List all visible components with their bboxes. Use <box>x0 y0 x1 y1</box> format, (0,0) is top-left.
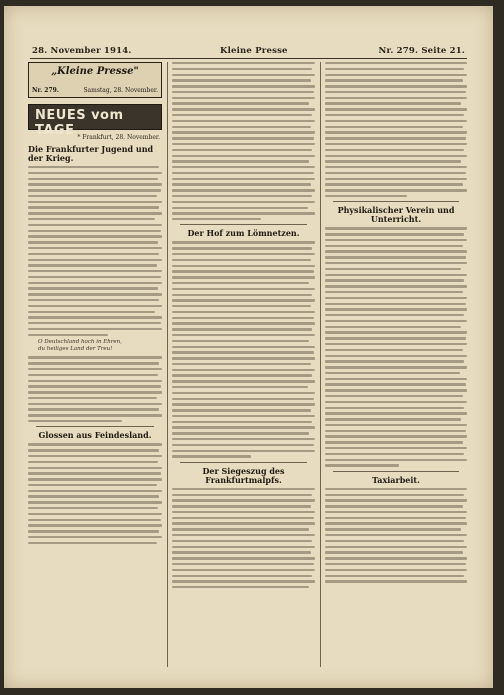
text-line <box>28 189 161 191</box>
text-line <box>325 102 461 104</box>
text-line <box>172 563 314 565</box>
text-line <box>172 415 315 417</box>
text-line <box>325 268 461 270</box>
text-line <box>172 357 315 359</box>
text-line <box>172 551 311 553</box>
text-line <box>325 580 467 582</box>
text-line <box>172 575 312 577</box>
text-line <box>172 79 311 81</box>
text-line <box>325 172 466 174</box>
text-line <box>325 62 467 64</box>
text-line <box>325 528 461 530</box>
header-date: 28. November 1914. <box>32 46 132 56</box>
text-line <box>325 459 467 461</box>
article-body-tax-work <box>325 488 467 583</box>
text-line <box>28 536 162 538</box>
article-body-court <box>172 241 315 457</box>
text-line <box>172 102 309 104</box>
text-line <box>172 409 311 411</box>
text-line <box>28 362 159 364</box>
text-line <box>28 322 161 324</box>
text-line <box>172 511 315 513</box>
text-line <box>28 206 159 208</box>
text-line <box>172 276 315 278</box>
text-line <box>325 233 464 235</box>
text-line <box>325 250 467 252</box>
text-line <box>325 435 467 437</box>
text-line <box>28 224 162 226</box>
text-line <box>172 450 315 452</box>
article-body-victory <box>172 488 315 589</box>
text-line <box>325 183 463 185</box>
text-line <box>172 546 315 548</box>
article-body-physical-society <box>325 227 467 466</box>
text-line <box>325 563 466 565</box>
text-line <box>325 331 467 333</box>
text-line <box>325 401 467 403</box>
text-line <box>172 143 315 145</box>
text-line <box>325 378 467 380</box>
text-line <box>172 340 309 342</box>
text-line <box>172 166 315 168</box>
masthead-day: Samstag, 28. November. <box>83 87 158 94</box>
masthead-box <box>28 62 162 98</box>
text-line <box>28 484 157 486</box>
text-line <box>325 505 463 507</box>
text-line <box>172 189 315 191</box>
text-line <box>28 420 122 422</box>
text-line <box>172 108 315 110</box>
text-line <box>172 455 251 457</box>
text-line <box>28 218 155 220</box>
text-line <box>325 245 463 247</box>
text-line <box>28 507 158 509</box>
text-line <box>325 91 466 93</box>
text-line <box>172 212 315 214</box>
text-line <box>28 461 158 463</box>
poem-verse: O Deutschland hoch in Ehren, du heiliges Land der Treu! <box>38 339 122 353</box>
text-line <box>172 580 315 582</box>
text-line <box>325 540 464 542</box>
text-line <box>172 586 309 588</box>
text-line <box>28 166 159 168</box>
text-line <box>172 178 315 180</box>
text-line <box>172 369 315 371</box>
text-line <box>172 195 312 197</box>
text-line <box>325 79 463 81</box>
text-line <box>172 398 314 400</box>
text-line <box>28 449 159 451</box>
text-line <box>325 447 467 449</box>
headline-physical-society: Physikalischer Verein und Unterricht. <box>337 205 455 225</box>
text-line <box>325 239 467 241</box>
text-line <box>325 314 464 316</box>
text-line <box>28 519 161 521</box>
text-line <box>172 201 315 203</box>
text-line <box>172 351 314 353</box>
text-line <box>172 505 311 507</box>
text-line <box>28 178 158 180</box>
article-body-youth <box>28 166 162 336</box>
text-line <box>172 386 308 388</box>
text-line <box>172 160 309 162</box>
text-line <box>325 389 467 391</box>
text-line <box>172 62 315 64</box>
text-line <box>28 172 162 174</box>
text-line <box>172 172 314 174</box>
text-line <box>28 235 162 237</box>
text-line <box>28 264 157 266</box>
column-middle <box>172 62 315 672</box>
text-line <box>28 472 161 474</box>
text-line <box>325 337 466 339</box>
text-line <box>325 511 467 513</box>
news-banner-title: NEUES vom TAGE <box>35 108 124 138</box>
text-line <box>28 230 161 232</box>
text-line <box>28 374 158 376</box>
text-line <box>172 259 311 261</box>
text-line <box>172 91 314 93</box>
text-line <box>28 287 158 289</box>
text-line <box>325 131 467 133</box>
text-line <box>325 114 464 116</box>
text-line <box>325 366 467 368</box>
text-line <box>28 408 159 410</box>
text-line <box>325 108 467 110</box>
text-line <box>172 207 308 209</box>
text-line <box>325 262 467 264</box>
text-line <box>325 297 467 299</box>
text-line <box>172 131 315 133</box>
column-left <box>28 62 162 672</box>
text-line <box>325 291 463 293</box>
text-line <box>325 355 467 357</box>
text-line <box>172 305 311 307</box>
text-line <box>28 385 161 387</box>
text-line <box>172 438 315 440</box>
text-line <box>325 256 466 258</box>
text-line <box>325 464 399 466</box>
text-line <box>172 253 315 255</box>
text-line <box>325 137 466 139</box>
text-line <box>325 285 467 287</box>
text-line <box>172 85 315 87</box>
text-line <box>325 308 467 310</box>
text-line <box>28 356 162 358</box>
text-line <box>172 540 312 542</box>
text-line <box>325 97 467 99</box>
text-line <box>28 397 157 399</box>
text-line <box>172 282 309 284</box>
text-line <box>325 424 467 426</box>
text-line <box>172 334 315 336</box>
text-line <box>325 569 467 571</box>
text-line <box>28 183 162 185</box>
text-line <box>325 143 467 145</box>
text-line <box>325 155 467 157</box>
text-line <box>325 227 467 229</box>
text-line <box>172 426 315 428</box>
text-line <box>172 522 315 524</box>
text-line <box>325 372 460 374</box>
text-line <box>325 488 467 490</box>
text-line <box>28 443 162 445</box>
text-line <box>172 311 315 313</box>
text-line <box>325 494 464 496</box>
text-line <box>172 294 312 296</box>
text-line <box>28 478 162 480</box>
text-line <box>172 534 315 536</box>
newspaper-page <box>4 6 493 688</box>
text-line <box>172 120 315 122</box>
text-line <box>28 201 162 203</box>
text-line <box>325 195 407 197</box>
text-line <box>28 293 162 295</box>
text-line <box>172 322 315 324</box>
text-line <box>172 421 312 423</box>
text-line <box>28 524 162 526</box>
text-line <box>28 403 162 405</box>
text-line <box>172 74 315 76</box>
text-line <box>325 453 464 455</box>
text-line <box>172 380 315 382</box>
text-line <box>172 569 315 571</box>
text-line <box>325 551 463 553</box>
text-line <box>325 279 464 281</box>
text-line <box>172 114 312 116</box>
article-body-glosses <box>28 443 162 544</box>
text-line <box>172 346 315 348</box>
column-rule-2 <box>320 62 321 667</box>
text-line <box>325 178 467 180</box>
text-line <box>325 303 466 305</box>
text-line <box>325 557 467 559</box>
text-line <box>172 403 315 405</box>
text-line <box>172 247 312 249</box>
text-line <box>325 166 467 168</box>
text-line <box>28 299 159 301</box>
text-line <box>325 85 467 87</box>
text-line <box>172 68 312 70</box>
text-line <box>325 343 467 345</box>
text-line <box>172 183 311 185</box>
text-line <box>172 528 309 530</box>
text-line <box>28 311 155 313</box>
text-line <box>28 455 162 457</box>
text-line <box>325 360 464 362</box>
text-line <box>28 195 157 197</box>
text-line <box>325 126 463 128</box>
masthead-number: Nr. 279. <box>32 87 59 94</box>
header-paper-name: Kleine Presse <box>220 46 288 56</box>
headline-youth-and-war: Die Frankfurter Jugend und der Krieg. <box>28 144 154 163</box>
dateline: * Frankfurt, 28. November. <box>77 134 160 141</box>
text-line <box>325 349 463 351</box>
text-line <box>325 326 461 328</box>
text-line <box>172 270 314 272</box>
text-line <box>28 316 162 318</box>
text-line <box>325 74 467 76</box>
headline-victory-march: Der Siegeszug des Frankfurtmalpfs. <box>202 465 285 485</box>
text-line <box>172 126 311 128</box>
page-header <box>30 44 467 59</box>
text-line <box>172 299 315 301</box>
text-line <box>28 391 162 393</box>
text-line <box>172 517 314 519</box>
text-line <box>325 441 463 443</box>
header-number-page: Nr. 279. Seite 21. <box>378 46 465 56</box>
column-rule-1 <box>167 62 168 667</box>
text-line <box>325 383 466 385</box>
text-line <box>172 557 315 559</box>
text-line <box>325 522 467 524</box>
text-line <box>172 374 312 376</box>
text-line <box>172 363 311 365</box>
text-line <box>28 276 161 278</box>
text-line <box>28 305 162 307</box>
text-line <box>325 430 466 432</box>
text-line <box>172 432 309 434</box>
text-line <box>28 241 158 243</box>
text-line <box>28 334 108 336</box>
text-line <box>28 501 162 503</box>
text-line <box>172 288 315 290</box>
text-line <box>325 534 467 536</box>
text-line <box>28 212 162 214</box>
text-line <box>325 149 464 151</box>
text-line <box>28 495 159 497</box>
text-line <box>172 499 315 501</box>
article-body-continued <box>172 62 315 220</box>
text-line <box>28 490 162 492</box>
text-line <box>325 274 467 276</box>
text-line <box>28 542 157 544</box>
text-line <box>172 328 312 330</box>
text-line <box>172 241 315 243</box>
text-line <box>325 189 467 191</box>
text-line <box>172 444 314 446</box>
column-right <box>325 62 467 672</box>
text-line <box>172 97 315 99</box>
text-line <box>172 155 315 157</box>
text-line <box>172 494 312 496</box>
text-line <box>325 320 467 322</box>
text-line <box>28 247 162 249</box>
headline-glosses: Glossen aus Feindesland. <box>38 430 152 441</box>
text-line <box>325 546 467 548</box>
text-line <box>172 265 315 267</box>
text-line <box>325 575 464 577</box>
text-line <box>172 392 315 394</box>
text-line <box>28 467 162 469</box>
text-line <box>28 282 162 284</box>
text-line <box>172 317 314 319</box>
text-line <box>325 68 464 70</box>
headline-tax-work: Taxiarbeit. <box>372 474 420 485</box>
text-line <box>325 412 467 414</box>
text-line <box>28 259 162 261</box>
text-line <box>325 499 467 501</box>
article-separator <box>36 426 154 427</box>
text-line <box>325 160 461 162</box>
text-line <box>28 414 162 416</box>
masthead-title: „Kleine Presse" <box>51 66 139 77</box>
article-body-right-top <box>325 62 467 197</box>
text-line <box>325 517 466 519</box>
text-line <box>28 328 162 330</box>
headline-court: Der Hof zum Lömnetzen. <box>187 228 300 239</box>
text-line <box>325 418 461 420</box>
text-line <box>28 530 159 532</box>
text-line <box>325 407 464 409</box>
text-line <box>28 368 162 370</box>
text-line <box>28 513 162 515</box>
text-line <box>172 137 314 139</box>
text-line <box>325 120 467 122</box>
text-line <box>28 380 162 382</box>
text-line <box>172 488 315 490</box>
text-line <box>325 395 463 397</box>
text-line <box>172 149 312 151</box>
text-line <box>28 270 162 272</box>
text-line <box>172 218 261 220</box>
text-line <box>28 253 159 255</box>
